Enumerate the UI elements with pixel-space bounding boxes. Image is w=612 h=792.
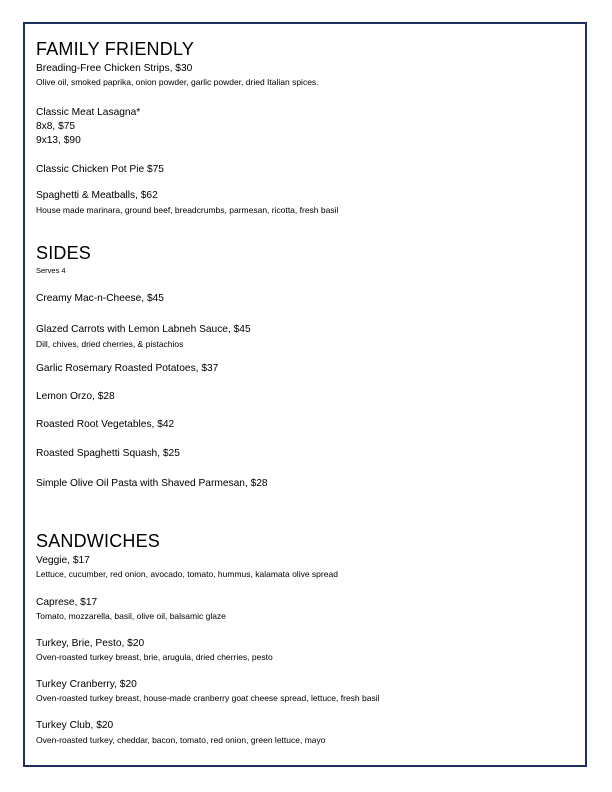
menu-item-olive-oil-pasta: Simple Olive Oil Pasta with Shaved Parmesan, $28 xyxy=(36,478,268,489)
menu-item-veggie-sandwich: Veggie, $17 xyxy=(36,555,90,566)
menu-item-description: Olive oil, smoked paprika, onion powder, garlic powder, dried Italian spices. xyxy=(36,77,319,87)
menu-item-roasted-potatoes: Garlic Rosemary Roasted Potatoes, $37 xyxy=(36,363,219,374)
section-note: Serves 4 xyxy=(36,266,66,275)
menu-item-mac-n-cheese: Creamy Mac-n-Cheese, $45 xyxy=(36,293,164,304)
menu-item-spaghetti-squash: Roasted Spaghetti Squash, $25 xyxy=(36,448,180,459)
section-heading-sandwiches: SANDWICHES xyxy=(36,531,161,551)
menu-item-root-vegetables: Roasted Root Vegetables, $42 xyxy=(36,419,175,430)
menu-item-description: Oven-roasted turkey breast, brie, arugula, dried cherries, pesto xyxy=(36,652,273,662)
menu-item-size-option: 9x13, $90 xyxy=(36,135,81,146)
menu-item-caprese-sandwich: Caprese, $17 xyxy=(36,597,98,608)
section-heading-family-friendly: FAMILY FRIENDLY xyxy=(36,39,195,59)
menu-item-turkey-cranberry: Turkey Cranberry, $20 xyxy=(36,679,137,690)
menu-item-description: Oven-roasted turkey, cheddar, bacon, tomato, red onion, green lettuce, mayo xyxy=(36,735,326,745)
menu-item-description: House made marinara, ground beef, breadcrumbs, parmesan, ricotta, fresh basil xyxy=(36,205,339,215)
menu-item-meat-lasagna: Classic Meat Lasagna* xyxy=(36,107,141,118)
menu-item-turkey-club: Turkey Club, $20 xyxy=(36,720,114,731)
menu-item-description: Dill, chives, dried cherries, & pistachios xyxy=(36,339,184,349)
menu-item-description: Tomato, mozzarella, basil, olive oil, balsamic glaze xyxy=(36,611,226,621)
menu-item-turkey-brie-pesto: Turkey, Brie, Pesto, $20 xyxy=(36,638,145,649)
menu-item-chicken-pot-pie: Classic Chicken Pot Pie $75 xyxy=(36,164,164,175)
menu-item-description: Oven-roasted turkey breast, house-made cranberry goat cheese spread, lettuce, fresh basil xyxy=(36,693,380,703)
menu-item-description: Lettuce, cucumber, red onion, avocado, tomato, hummus, kalamata olive spread xyxy=(36,569,338,579)
menu-item-glazed-carrots: Glazed Carrots with Lemon Labneh Sauce, $45 xyxy=(36,324,251,335)
section-heading-sides: SIDES xyxy=(36,243,92,263)
menu-item-chicken-strips: Breading-Free Chicken Strips, $30 xyxy=(36,63,193,74)
menu-item-size-option: 8x8, $75 xyxy=(36,121,76,132)
menu-item-spaghetti-meatballs: Spaghetti & Meatballs, $62 xyxy=(36,190,158,201)
menu-item-lemon-orzo: Lemon Orzo, $28 xyxy=(36,391,115,402)
